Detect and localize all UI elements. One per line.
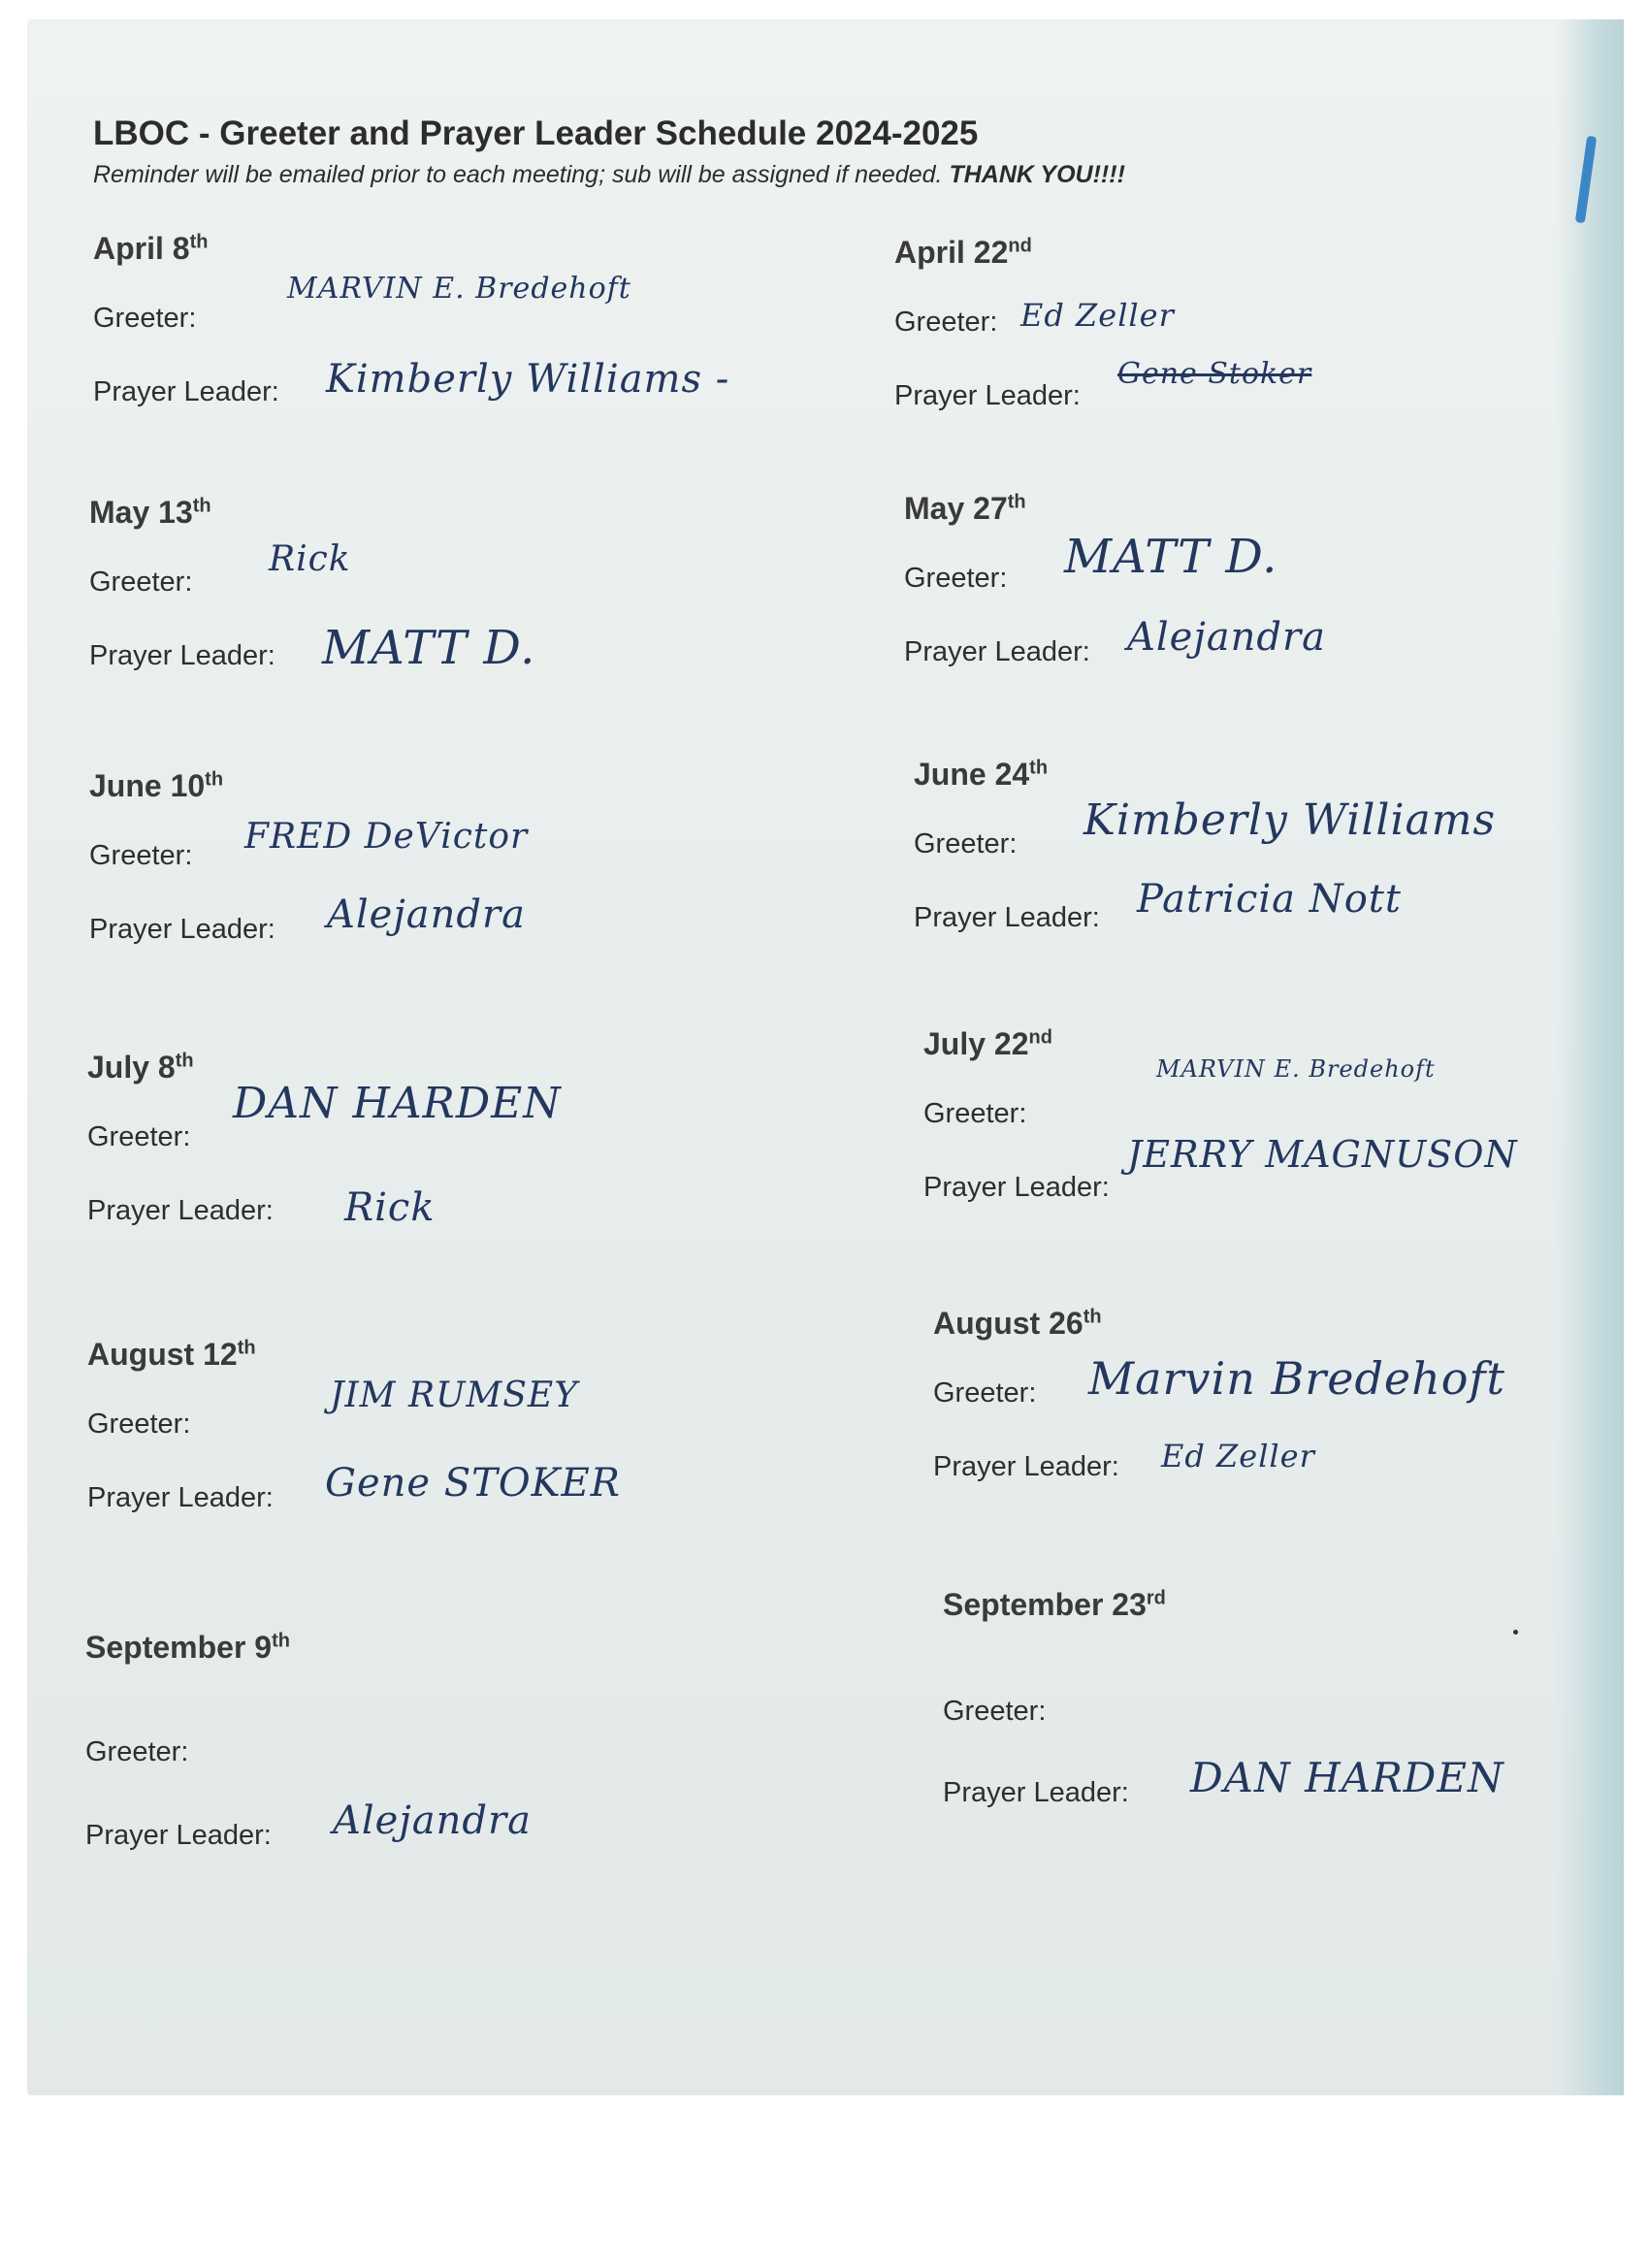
meeting-date: June 24th — [914, 757, 1049, 792]
ink-dot — [1513, 1630, 1518, 1635]
greeter-name: Rick — [269, 539, 351, 579]
greeter-label: Greeter: — [943, 1696, 1047, 1727]
schedule-entry — [89, 495, 826, 728]
greeter-label: Greeter: — [93, 303, 197, 334]
greeter-name: Marvin Bredehoft — [1088, 1352, 1505, 1405]
schedule-entry — [93, 231, 830, 464]
greeter-label: Greeter: — [894, 307, 998, 338]
schedule-entry — [89, 768, 826, 1001]
prayer-leader-name: Rick — [344, 1185, 436, 1230]
greeter-name: DAN HARDEN — [233, 1079, 562, 1128]
greeter-name: MARVIN E. Bredehoft — [1156, 1055, 1436, 1083]
document-title: LBOC - Greeter and Prayer Leader Schedule 2024-2025 — [93, 114, 979, 152]
prayer-leader-name: Alejandra — [333, 1798, 532, 1843]
prayer-leader-label: Prayer Leader: — [87, 1482, 274, 1513]
prayer-leader-label: Prayer Leader: — [89, 914, 275, 945]
prayer-leader-name: Alejandra — [1127, 615, 1326, 660]
meeting-date: April 8th — [93, 231, 209, 266]
greeter-label: Greeter: — [89, 567, 193, 598]
schedule-entry — [87, 1337, 824, 1570]
prayer-leader-label: Prayer Leader: — [89, 640, 275, 671]
greeter-label: Greeter: — [87, 1409, 191, 1440]
prayer-leader-name: MATT D. — [322, 621, 536, 675]
greeter-label: Greeter: — [914, 828, 1018, 859]
greeter-name: Ed Zeller — [1020, 297, 1175, 334]
prayer-leader-label: Prayer Leader: — [93, 376, 279, 407]
prayer-leader-label: Prayer Leader: — [85, 1820, 272, 1851]
prayer-leader-name: Gene Stoker — [1117, 357, 1312, 391]
subtitle-thanks: THANK YOU!!!! — [949, 161, 1125, 188]
schedule-entry — [894, 235, 1632, 468]
greeter-label: Greeter: — [87, 1121, 191, 1152]
schedule-entry — [923, 1026, 1649, 1259]
prayer-leader-label: Prayer Leader: — [894, 380, 1081, 411]
document-subtitle — [93, 161, 1125, 189]
prayer-leader-name: Ed Zeller — [1161, 1438, 1315, 1474]
meeting-date: August 12th — [87, 1337, 256, 1372]
prayer-leader-name: DAN HARDEN — [1190, 1754, 1504, 1801]
meeting-date: June 10th — [89, 768, 224, 803]
prayer-leader-label: Prayer Leader: — [943, 1777, 1129, 1808]
schedule-entry — [933, 1306, 1649, 1539]
prayer-leader-label: Prayer Leader: — [923, 1172, 1110, 1203]
greeter-name: Kimberly Williams — [1083, 795, 1497, 845]
prayer-leader-label: Prayer Leader: — [933, 1451, 1119, 1482]
prayer-leader-name: Patricia Nott — [1137, 877, 1402, 922]
meeting-date: September 9th — [85, 1630, 290, 1665]
meeting-date: July 22nd — [923, 1026, 1052, 1061]
meeting-date: May 13th — [89, 495, 211, 530]
prayer-leader-name: Kimberly Williams - — [326, 357, 730, 402]
prayer-leader-name: JERRY MAGNUSON — [1127, 1133, 1518, 1176]
greeter-name: JIM RUMSEY — [330, 1376, 578, 1415]
greeter-name: MATT D. — [1064, 530, 1278, 584]
subtitle-text: Reminder will be emailed prior to each meeting; sub will be assigned if needed. — [93, 161, 943, 188]
schedule-entry — [904, 491, 1641, 724]
meeting-date: May 27th — [904, 491, 1026, 526]
greeter-label: Greeter: — [89, 840, 193, 871]
prayer-leader-label: Prayer Leader: — [87, 1195, 274, 1226]
greeter-name: MARVIN E. Bredehoft — [287, 272, 631, 306]
meeting-date: August 26th — [933, 1306, 1102, 1341]
greeter-name: FRED DeVictor — [244, 817, 529, 857]
greeter-label: Greeter: — [85, 1736, 189, 1767]
prayer-leader-label: Prayer Leader: — [914, 902, 1100, 933]
schedule-entry — [914, 757, 1649, 989]
meeting-date: September 23rd — [943, 1587, 1166, 1622]
meeting-date: July 8th — [87, 1050, 194, 1085]
schedule-entry — [85, 1630, 823, 1863]
schedule-entry — [943, 1587, 1649, 1820]
prayer-leader-label: Prayer Leader: — [904, 636, 1090, 667]
greeter-label: Greeter: — [923, 1098, 1027, 1129]
greeter-label: Greeter: — [904, 563, 1008, 594]
greeter-label: Greeter: — [933, 1377, 1037, 1409]
meeting-date: April 22nd — [894, 235, 1032, 270]
prayer-leader-name: Gene STOKER — [325, 1461, 621, 1506]
prayer-leader-name: Alejandra — [327, 892, 526, 937]
schedule-entry — [87, 1050, 824, 1282]
